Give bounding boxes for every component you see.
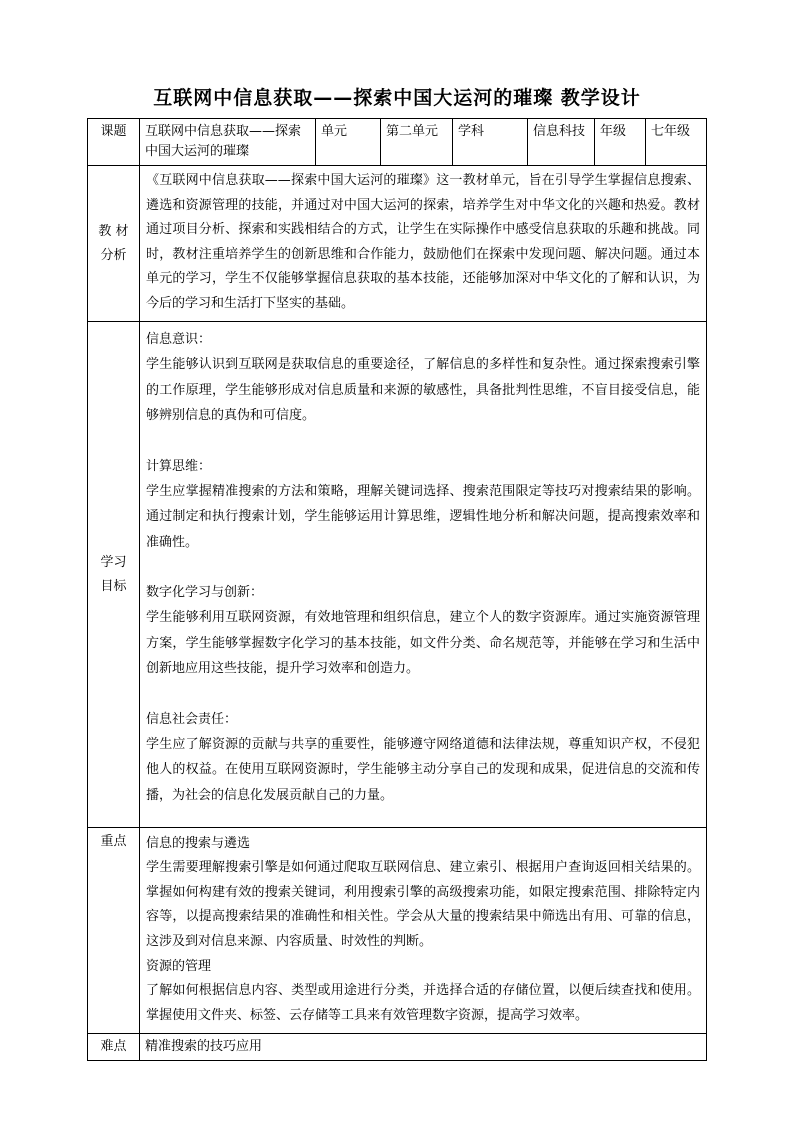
key-points-row (88, 828, 707, 1034)
goals-row (88, 322, 707, 828)
goal-text-social-responsibility: 学生应了解资源的贡献与共享的重要性，能够遵守网络道德和法律法规，尊重知识产权，不侵犯他人的权益。在使用互联网资源时，学生能够主动分享自己的发现和成果，促进信息的交流和传播，为社会的信息化发展贡献自己的力量。 (146, 736, 700, 803)
goal-text-info-awareness: 学生能够认识到互联网是获取信息的重要途径，了解信息的多样性和复杂性。通过探索搜索引擎的工作原理，学生能够形成对信息质量和来源的敏感性，具备批判性思维，不盲目接受信息，能够辨别信息的真伪和可信度。 (146, 357, 700, 423)
topic-label: 课题 (88, 119, 140, 166)
goal-heading-digital-learning: 数字化学习与创新： (146, 585, 264, 600)
difficulty-label: 难点 (88, 1034, 140, 1061)
key-point-heading-resources: 资源的管理 (146, 959, 212, 974)
analysis-text: 《互联网中信息获取——探索中国大运河的璀璨》这一教材单元，旨在引导学生掌握信息搜索、遴选和资源管理的技能，并通过对中国大运河的探索，培养学生对中华文化的兴趣和热爱。教材通过项目分析、探索和实践相结合的方式，让学生在实际操作中感受信息获取的乐趣和挑战。同时，教材注重培养学生的创新思维和合作能力，鼓励他们在探索中发现问题、解决问题。通过本单元的学习，学生不仅能够掌握信息获取的基本技能，还能够加深对中华文化的了解和认识，为今后的学习和生活打下坚实的基础。 (146, 173, 700, 311)
difficulty-text: 精准搜索的技巧应用 (140, 1034, 707, 1061)
subject-label: 学科 (453, 119, 528, 166)
goals-label: 学习 目标 (88, 322, 140, 828)
difficulty-row (88, 1034, 707, 1061)
grade-value: 七年级 (646, 119, 707, 166)
key-point-heading-search: 信息的搜索与遴选 (146, 836, 251, 851)
goals-cell (140, 322, 707, 828)
goal-heading-info-awareness: 信息意识： (146, 332, 212, 347)
goal-text-digital-learning: 学生能够利用互联网资源，有效地管理和组织信息，建立个人的数字资源库。通过实施资源管理方案，学生能够掌握数字化学习的基本技能，如文件分类、命名规范等，并能够在学习和生活中创新地应用这些技能，提升学习效率和创造力。 (146, 610, 700, 676)
key-points-cell (140, 828, 707, 1034)
subject-value: 信息科技 (528, 119, 595, 166)
unit-value: 第二单元 (381, 119, 453, 166)
key-points-label: 重点 (88, 828, 140, 1034)
goal-text-computational-thinking: 学生应掌握精准搜索的方法和策略，理解关键词选择、搜索范围限定等技巧对搜索结果的影响。通过制定和执行搜索计划，学生能够运用计算思维，逻辑性地分析和解决问题，提高搜索效率和准确性。 (146, 483, 700, 550)
header-row (88, 119, 707, 166)
topic-value: 互联网中信息获取——探索中国大运河的璀璨 (140, 119, 316, 166)
document-title: 互联网中信息获取——探索中国大运河的璀璨 教学设计 (153, 87, 641, 109)
key-point-text-resources: 了解如何根据信息内容、类型或用途进行分类，并选择合适的存储位置，以便后续查找和使用。掌握使用文件夹、标签、云存储等工具来有效管理数字资源，提高学习效率。 (146, 983, 700, 1023)
key-point-text-search: 学生需要理解搜索引擎是如何通过爬取互联网信息、建立索引、根据用户查询返回相关结果的。掌握如何构建有效的搜索关键词，利用搜索引擎的高级搜索功能，如限定搜索范围、排除特定内容等，以提高搜索结果的准确性和相关性。学会从大量的搜索结果中筛选出有用、可靠的信息，这涉及到对信息来源、内容质量、时效性的判断。 (146, 860, 700, 949)
analysis-cell (140, 166, 707, 322)
analysis-label: 教 材 分析 (88, 166, 140, 322)
goal-heading-social-responsibility: 信息社会责任： (146, 711, 238, 727)
analysis-row (88, 166, 707, 322)
unit-label: 单元 (316, 119, 381, 166)
grade-label: 年级 (595, 119, 646, 166)
goal-heading-computational-thinking: 计算思维： (146, 458, 212, 474)
lesson-plan-table (87, 118, 707, 1061)
